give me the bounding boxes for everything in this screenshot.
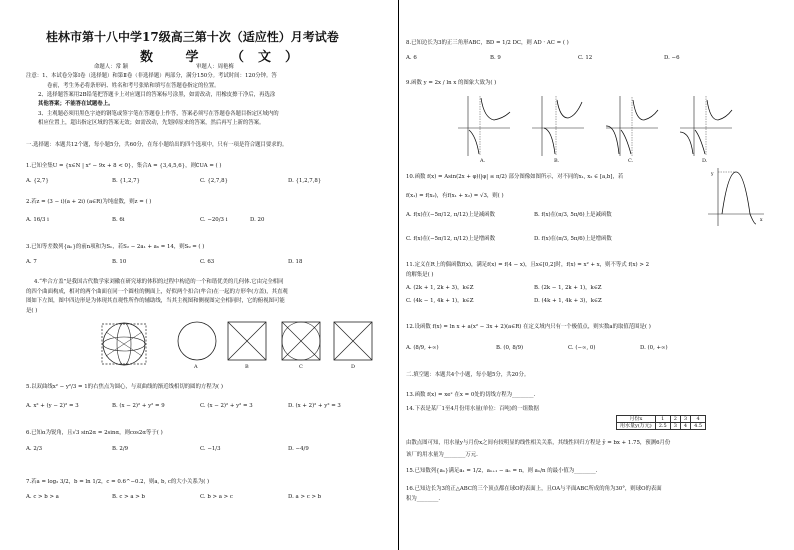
- q14-line: 14.下表是某厂1至4月份用水量(单位：百吨)的一组数据: [406, 406, 539, 412]
- left-column: [0, 0, 396, 550]
- q12-stem: 12.设函数 f(x) = ln x + a(x² − 3x + 2)(a∈R) 在定义域内只有一个极值点，则实数a的取值范围是( ): [406, 324, 651, 330]
- q5-option-d: D. (x + 2)² + y² = 3: [288, 403, 341, 409]
- q15-text: 15.已知数列{aₙ}满足a₁ = 1/2，aₙ₊₁ − aₙ = n，则 aₙ/n 的最小值为________.: [406, 468, 598, 474]
- q14-line: 由散点图可知，用水量y与月份x之间有较明显的线性相关关系，其线性回归方程是 ŷ = bx + 1.75，预测6月份: [406, 440, 671, 446]
- q11-option-b: B. (2k − 1, 2k + 1)，k∈Z: [534, 285, 602, 291]
- table-cell: 4.5: [691, 423, 706, 430]
- q2-option-d: D. 20: [250, 217, 265, 223]
- table-cell: 4: [680, 423, 690, 430]
- q5-option-a: A. x² + (y − 2)² = 3: [26, 403, 79, 409]
- q2-option-a: A. 16/3 i: [26, 217, 49, 223]
- q14-line: 该厂的用水量为________万元.: [406, 452, 478, 458]
- q10-option-a: A. f(x)在(−5π/12, π/12)上是减函数: [406, 212, 495, 218]
- q9-label-b: B.: [554, 158, 560, 164]
- q3-stem: 3.已知等差数列{aₙ}的前n项和为Sₙ，若S₂ − 2a₁ + a₆ = 14，则S₉ = ( ): [26, 244, 205, 250]
- q1-option-c: C. {2,7,8}: [200, 178, 228, 184]
- view-label-c: C: [299, 364, 303, 370]
- note-line: 其他答案；不能答在试题卷上。: [38, 101, 114, 107]
- q7-option-d: D. a > c > b: [288, 494, 322, 500]
- q10-line: 10.函数 f(x) = Asin(2x + φ)(|φ| ≤ π/2) 部分图像如图所示，对不同的x₁, x₂ ∈ [a,b]，若: [406, 174, 624, 180]
- note-line: 卷前，考生务必将条形码、姓名和考号张贴和填写在答题卷指定的位置。: [47, 83, 220, 89]
- svg-text:x: x: [760, 218, 763, 223]
- q1-option-d: D. {1,2,7,8}: [288, 178, 322, 184]
- right-column: [402, 0, 794, 550]
- table-row: [617, 416, 706, 423]
- q13-text: 13.函数 f(x) = xeˣ 在x = 0处的切线方程为________.: [406, 392, 536, 398]
- mouhefanggai-figure: [100, 318, 150, 368]
- q7-option-b: B. c > a > b: [112, 494, 145, 500]
- q6-option-c: C. −1/3: [200, 446, 221, 452]
- table-cell: 月份x: [617, 416, 656, 423]
- q11-option-c: C. (4k − 1, 4k + 1)，k∈Z: [406, 298, 474, 304]
- q10-option-d: D. f(x)在(π/3, 5π/6)上是增函数: [534, 236, 612, 242]
- q7-option-c: C. b > a > c: [200, 494, 233, 500]
- q5-option-c: C. (x − 2)² + y² = 3: [200, 403, 253, 409]
- note-line: 相应位置上，超出指定区域的答案无效；如需改动，先划掉原来的答案，然后再写上新的答案。: [38, 120, 265, 126]
- q8-option-c: C. 12: [578, 55, 593, 61]
- q16-line: 16.已知边长为3的正△ABC的三个顶点都在球O的表面上，且OA与平面ABC所成的角为30°，则球O的表面: [406, 486, 662, 492]
- setter-label: 命题人：常 颖: [94, 64, 129, 70]
- q9-graph-a: [458, 96, 510, 156]
- q10-line: f(x₁) = f(x₂)，有f(x₁ + x₂) = √3，则( ): [406, 193, 504, 199]
- view-option-a-figure: [176, 320, 218, 362]
- q16-line: 积为________.: [406, 496, 441, 502]
- q9-label-c: C.: [628, 158, 634, 164]
- q5-stem: 5.以双曲线x² − y²/3 = 1的右焦点为圆心，与双曲线的渐近线相切的圆的方程为( ): [26, 384, 223, 390]
- q9-label-a: A.: [480, 158, 486, 164]
- q2-stem: 2.若z = (3 − i)(a + 2i) (a∈R)为纯虚数，则z = ( ): [26, 199, 152, 205]
- q1-option-b: B. {1,2,7}: [112, 178, 140, 184]
- q9-graph-b: [532, 96, 584, 156]
- q9-stem: 9.函数 y = 2x / ln x 的图象大致为( ): [406, 80, 497, 86]
- q10-sine-graph: [708, 168, 764, 226]
- q8-option-b: B. 9: [490, 55, 501, 61]
- section1-heading: 一.选择题：本题共12个题，每小题5分，共60分，在每小题给出的四个选项中，只有一项是符合题目要求的。: [26, 142, 288, 148]
- q6-stem: 6.已知α为锐角，且√3 sin2α = 2sinα，则cos2α等于( ): [26, 430, 163, 436]
- table-cell: 2.5: [655, 423, 670, 430]
- q11-line: 11.定义在R上的偶函数f(x)，满足f(x) = f(4 − x)，且x∈[0,2]时，f(x) = x² + x，则不等式 f(x) > 2: [406, 262, 649, 268]
- table-row: [617, 423, 706, 430]
- view-option-d-figure: [332, 320, 374, 362]
- reviewer-label: 审题人：周艳梅: [196, 64, 234, 70]
- note-line: 3、主观题必须用黑色字迹的钢笔或签字笔在答题卷上作答，答案必须写在答题卷各题目指定区域内的: [38, 111, 279, 117]
- q7-option-a: A. c > b > a: [26, 494, 59, 500]
- table-cell: 3: [670, 423, 680, 430]
- q3-option-c: C. 63: [200, 259, 215, 265]
- q3-option-a: A. 7: [26, 259, 37, 265]
- column-divider: [398, 0, 399, 550]
- q11-line: 的解集是( ): [406, 272, 434, 278]
- q12-option-d: D. (0, +∞): [640, 345, 668, 351]
- q5-option-b: B. (x − 2)² + y² = 9: [112, 403, 165, 409]
- q9-graph-c: [606, 96, 658, 156]
- q9-label-d: D.: [702, 158, 708, 164]
- q11-option-d: D. (4k + 1, 4k + 3)，k∈Z: [534, 298, 602, 304]
- table-cell: 3: [680, 416, 690, 423]
- section2-heading: 二.填空题：本题共4个小题，每小题5分，共20分。: [406, 372, 530, 378]
- q6-option-d: D. −4/9: [288, 446, 309, 452]
- q10-option-b: B. f(x)在(π/3, 5π/6)上是减函数: [534, 212, 612, 218]
- q3-option-b: B. 10: [112, 259, 127, 265]
- view-option-c-figure: [280, 320, 322, 362]
- q8-option-a: A. 6: [406, 55, 417, 61]
- q8-stem: 8.已知边长为3的正三角形ABC，BD = 1/2 DC，则 AD · AC = ( ): [406, 40, 569, 46]
- table-cell: 2: [670, 416, 680, 423]
- q12-option-c: C. (−∞, 0): [568, 345, 596, 351]
- table-cell: 4: [691, 416, 706, 423]
- q2-option-c: C. −20/3 i: [200, 217, 228, 223]
- q3-option-d: D. 18: [288, 259, 303, 265]
- q1-stem: 1.已知全集U = {x∈N | x² − 9x + 8 < 0}，集合A = {3,4,5,6}，则∁UA = ( ): [26, 163, 222, 169]
- view-label-b: B: [245, 364, 249, 370]
- q2-option-b: B. 6i: [112, 217, 125, 223]
- q14-data-table: [616, 415, 706, 430]
- view-label-a: A: [194, 364, 198, 370]
- page-title: 桂林市第十八中学17级高三第十次（适应性）月考试卷: [46, 30, 339, 44]
- table-cell: 1: [655, 416, 670, 423]
- q6-option-b: B. 2/9: [112, 446, 129, 452]
- svg-text:y: y: [711, 172, 714, 177]
- view-option-b-figure: [226, 320, 268, 362]
- q12-option-b: B. (0, 8/9): [496, 345, 524, 351]
- q6-option-a: A. 2/3: [26, 446, 42, 452]
- q10-option-c: C. f(x)在(−5π/12, π/12)上是增函数: [406, 236, 495, 242]
- q4-line: 4.“牟合方盖”是我国古代数学家刘徽在研究球的体积的过程中构造的一个和谐优美的几何体.它由完全相同: [34, 279, 284, 285]
- table-cell: 用水量y(万元): [617, 423, 656, 430]
- q7-stem: 7.若a = log₂ 3/2，b = ln 1/2，c = 0.6^−0.2，则a, b, c的大小关系为( ): [26, 479, 210, 485]
- q11-option-a: A. (2k + 1, 2k + 3)，k∈Z: [406, 285, 474, 291]
- q9-graph-d: [680, 96, 732, 156]
- q4-line: 图如下左图，图中四边形是为体现其直观性所作的辅助线，当其主视图和侧视图完全相同时，它的俯视图可能: [26, 298, 285, 304]
- q4-line: 的四个曲面构成，相对的两个曲面在同一个圆柱的侧面上，好似两个扣合(牟合)在一起的方形伞(方盖)，其直观: [26, 289, 288, 295]
- q4-line: 是( ): [26, 308, 38, 314]
- q1-option-a: A. {2,7}: [26, 178, 49, 184]
- view-label-d: D: [351, 364, 356, 370]
- note-line: 注意：1、本试卷分第Ⅰ卷（选择题）和第Ⅱ卷（非选择题）两部分，满分150分。考试时间：120分钟。答: [26, 73, 277, 79]
- subject-title: 数 学 （文）: [140, 50, 313, 65]
- note-line: 2、选择题答案用2B铅笔把答题卡上对应题目的答案标号涂黑，如需改动，用橡皮擦干净后，再选涂: [38, 92, 276, 98]
- q12-option-a: A. (8/9, +∞): [406, 345, 439, 351]
- q8-option-d: D. −6: [664, 55, 680, 61]
